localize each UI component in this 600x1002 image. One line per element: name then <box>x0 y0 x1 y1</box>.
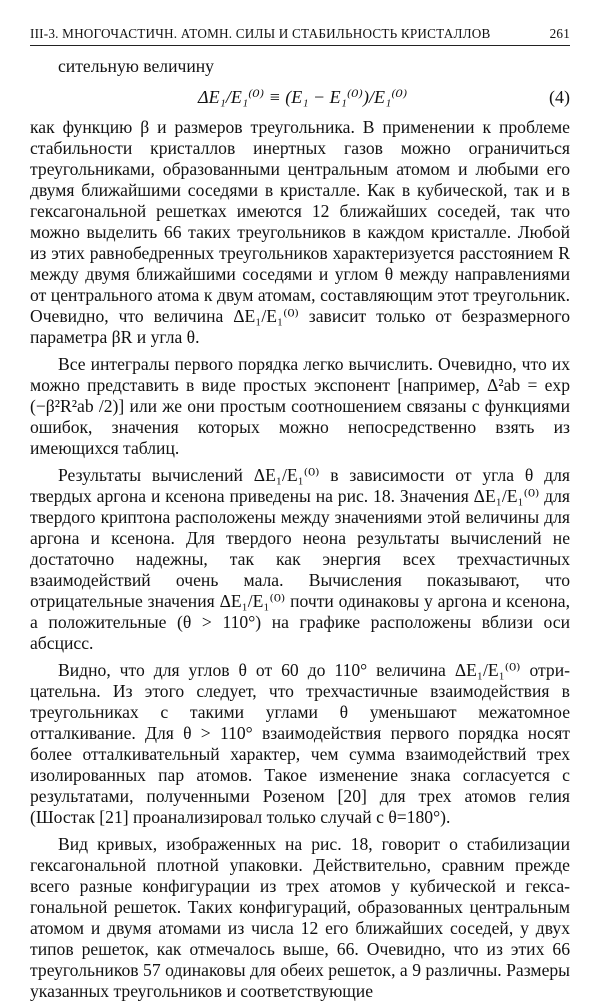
running-title: III-3. МНОГОЧАСТИЧН. АТОМН. СИЛЫ И СТАБИЛЬНОСТЬ КРИСТАЛЛОВ <box>30 26 491 41</box>
equation-intro: сительную величину <box>58 56 214 76</box>
paragraph-4: Видно, что для углов θ от 60 до 110° величина ΔE₁/E₁⁽⁰⁾ отрицательна. Из этого следует, что трехчастичные взаимодействия в треугольниках с такими углами θ уменьшают межатомное отталкивание. Для θ > 110° взаимодействия первого порядка носят более отталкивательный характер, чем сумма взаимодействий трех изолированных пар атомов. Такое изменение знака согласуется с результатами, полученными Розеном [20] для трех атомов гелия (Шостак [21] проанализировал только случай с θ=180°). <box>30 660 570 827</box>
page-body <box>30 56 570 1002</box>
paragraph-3: Результаты вычислений ΔE₁/E₁⁽⁰⁾ в зависимости от угла θ для твердых аргона и ксенона приведены на рис. 18. Значения ΔE₁/E₁⁽⁰⁾ для твердого криптона расположены между значениями этой величины для аргона и ксенона. Для твердого неона результаты вычислений не достаточно надежны, так как энергия всех трехчастичных взаимодействий очень мала. Вычисления показывают, что отрицательные значения ΔE₁/E₁⁽⁰⁾ почти одинаковы у аргона и ксенона, а положительные (θ > 110°) на графике расположены вблизи оси абсцисс. <box>30 465 570 653</box>
equation-number: (4) <box>549 87 570 107</box>
equation-4 <box>30 77 570 117</box>
paragraph-1: как функцию β и размеров треугольника. В применении к проблеме стабильности кристаллов инертных газов можно ограничиться треугольниками, образованными центральным атомом и любыми его двумя ближайшими соседями в кристалле. Как в кубической, так и в гексагональной решетках имеются 12 ближайших соседей, так что можно выделить 66 таких треугольников в каждом кристалле. Любой из этих равнобедренных треугольников характеризуется расстоянием R между двумя ближайшими соседями и углом θ между направлениями от центрального атома к двум атомам, составляющим этот треугольник. Очевидно, что величина ΔE₁/E₁⁽⁰⁾ зависит только от безразмерного параметра βR и угла θ. <box>30 117 570 347</box>
page-number: 261 <box>549 26 570 41</box>
paragraph-2: Все интегралы первого порядка легко вычислить. Очевидно, что их можно представить в виде простых экспонент [например, Δ²ab = exp (−β²R²ab /2)] или же они простым соотношением связаны с функциями ошибок, значения которых можно непосредственно взять из имеющихся таблиц. <box>30 354 570 458</box>
paragraph-5: Вид кривых, изображенных на рис. 18, говорит о стабилизации гексагональной плотной упаковки. Действительно, сравним прежде всего разные конфигурации из трех атомов у кубической и гексагональной решеток. Таких конфигураций, образованных центральным атомом и двумя атомами из числа 12 его ближайших соседей, у двух типов решеток, как отмечалось выше, 66. Очевидно, что из этих 66 треугольников 57 одинаковы для обеих решеток, а 9 различны. Размеры указанных треугольников и соответствующие <box>30 834 570 1001</box>
equation-formula: ΔE₁/E₁⁽⁰⁾ ≡ (E₁ − E₁⁽⁰⁾)/E₁⁽⁰⁾ <box>198 87 408 107</box>
running-header <box>30 20 570 46</box>
